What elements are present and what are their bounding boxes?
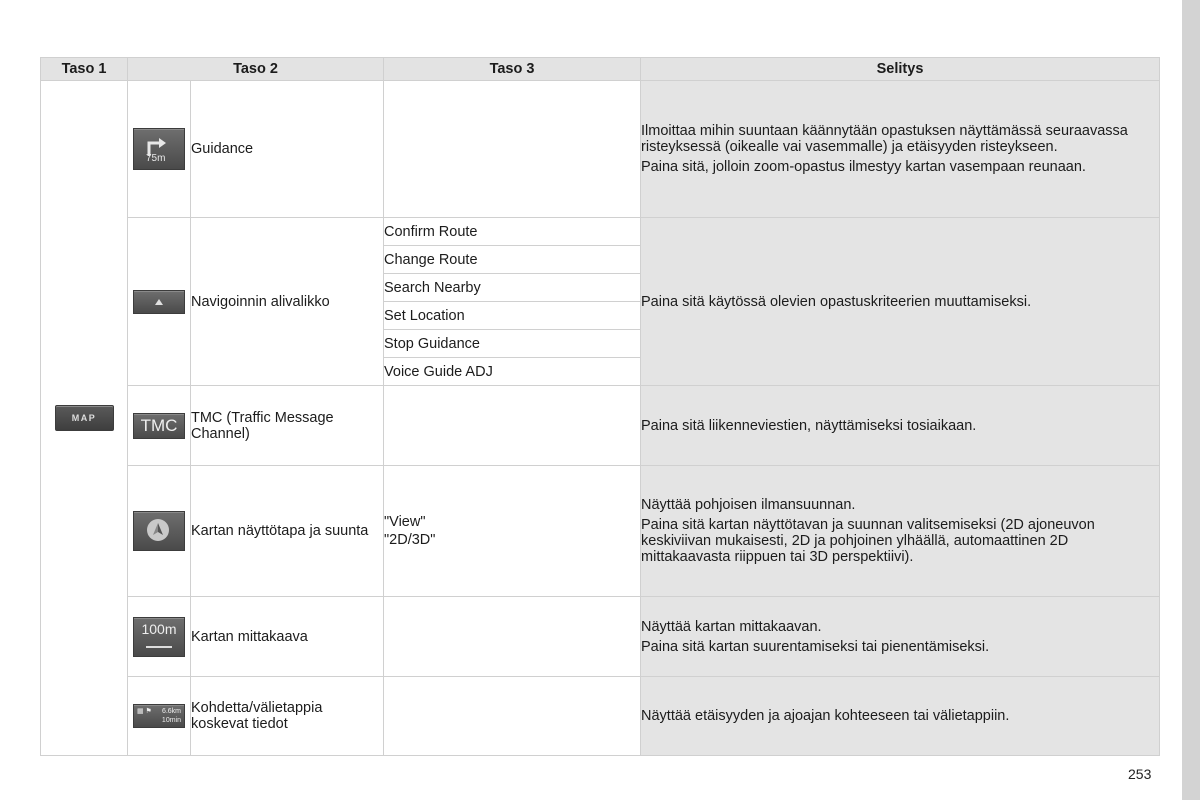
submenu-item-change-route[interactable]: Change Route: [384, 246, 641, 274]
map-scale-level3-empty: [384, 597, 641, 677]
guidance-label: Guidance: [191, 81, 384, 218]
map-view-label: Kartan näyttötapa ja suunta: [191, 466, 384, 597]
table-row-navigation-submenu: [41, 218, 1160, 246]
page-edge-tab: [1182, 0, 1200, 800]
map-view-options: [384, 466, 641, 597]
guidance-level3-empty: [384, 81, 641, 218]
map-scale-icon[interactable]: 100m: [133, 617, 185, 657]
destination-info-level3-empty: [384, 677, 641, 756]
table-row-map-scale: [41, 597, 1160, 677]
compass-icon[interactable]: [133, 511, 185, 551]
page-number: 253: [1128, 766, 1152, 782]
tmc-explanation: Paina sitä liikenneviestien, näyttämiseksi tosiaikaan.: [641, 386, 1160, 466]
submenu-item-search-nearby[interactable]: Search Nearby: [384, 274, 641, 302]
tmc-icon[interactable]: TMC: [133, 413, 185, 439]
header-level1: Taso 1: [41, 58, 128, 81]
table-row-map-view: [41, 466, 1160, 597]
guidance-distance: 75m: [146, 153, 166, 164]
table-row-destination-info: [41, 677, 1160, 756]
map-button-icon[interactable]: MAP: [55, 405, 114, 431]
header-row: [41, 58, 1160, 81]
map-scale-explanation: Näyttää kartan mittakaavan. Paina sitä kartan suurentamiseksi tai pienentämiseksi.: [641, 597, 1160, 677]
up-triangle-icon[interactable]: [133, 290, 185, 314]
header-explanation: Selitys: [641, 58, 1160, 81]
submenu-item-confirm-route[interactable]: Confirm Route: [384, 218, 641, 246]
option-2d-3d[interactable]: "2D/3D": [384, 532, 436, 548]
navigation-submenu-explanation: Paina sitä käytössä olevien opastuskriteerien muuttamiseksi.: [641, 218, 1160, 386]
map-scale-label: Kartan mittakaava: [191, 597, 384, 677]
table-row-tmc: [41, 386, 1160, 466]
option-view[interactable]: "View": [384, 514, 426, 530]
level1-cell: [41, 81, 128, 756]
tmc-label: TMC (Traffic Message Channel): [191, 386, 384, 466]
submenu-item-set-location[interactable]: Set Location: [384, 302, 641, 330]
destination-info-explanation: Näyttää etäisyyden ja ajoajan kohteeseen tai välietappiin.: [641, 677, 1160, 756]
guidance-explanation: Ilmoittaa mihin suuntaan käännytään opastuksen näyttämässä seuraavassa risteyksessä (oikealle vai vasemmalle) ja etäisyyden risteykseen. Paina sitä, jolloin zoom-opastus ilmestyy kartan vasempaan reunaan.: [641, 81, 1160, 218]
destination-info-label: Kohdetta/välietappia koskevat tiedot: [191, 677, 384, 756]
table-row-guidance: [41, 81, 1160, 218]
header-level2: Taso 2: [128, 58, 384, 81]
flag-icon: ▦ ⚑: [137, 708, 152, 715]
tmc-level3-empty: [384, 386, 641, 466]
submenu-item-voice-guide-adj[interactable]: Voice Guide ADJ: [384, 358, 641, 386]
header-level3: Taso 3: [384, 58, 641, 81]
turn-right-arrow-icon[interactable]: [133, 128, 185, 170]
submenu-item-stop-guidance[interactable]: Stop Guidance: [384, 330, 641, 358]
map-view-explanation: Näyttää pohjoisen ilmansuunnan. Paina sitä kartan näyttötavan ja suunnan valitsemiseksi (2D ajoneuvon keskiviivan mukaisesti, 2D ja pohjoinen ylhäällä, automaattinen 2D mittakaavasta riippuen tai 3D perspektiivi).: [641, 466, 1160, 597]
navigation-submenu-label: Navigoinnin alivalikko: [191, 218, 384, 386]
menu-reference-table: [40, 57, 1160, 756]
destination-info-icon[interactable]: ▦ ⚑ 6.6km 10min: [133, 704, 185, 728]
